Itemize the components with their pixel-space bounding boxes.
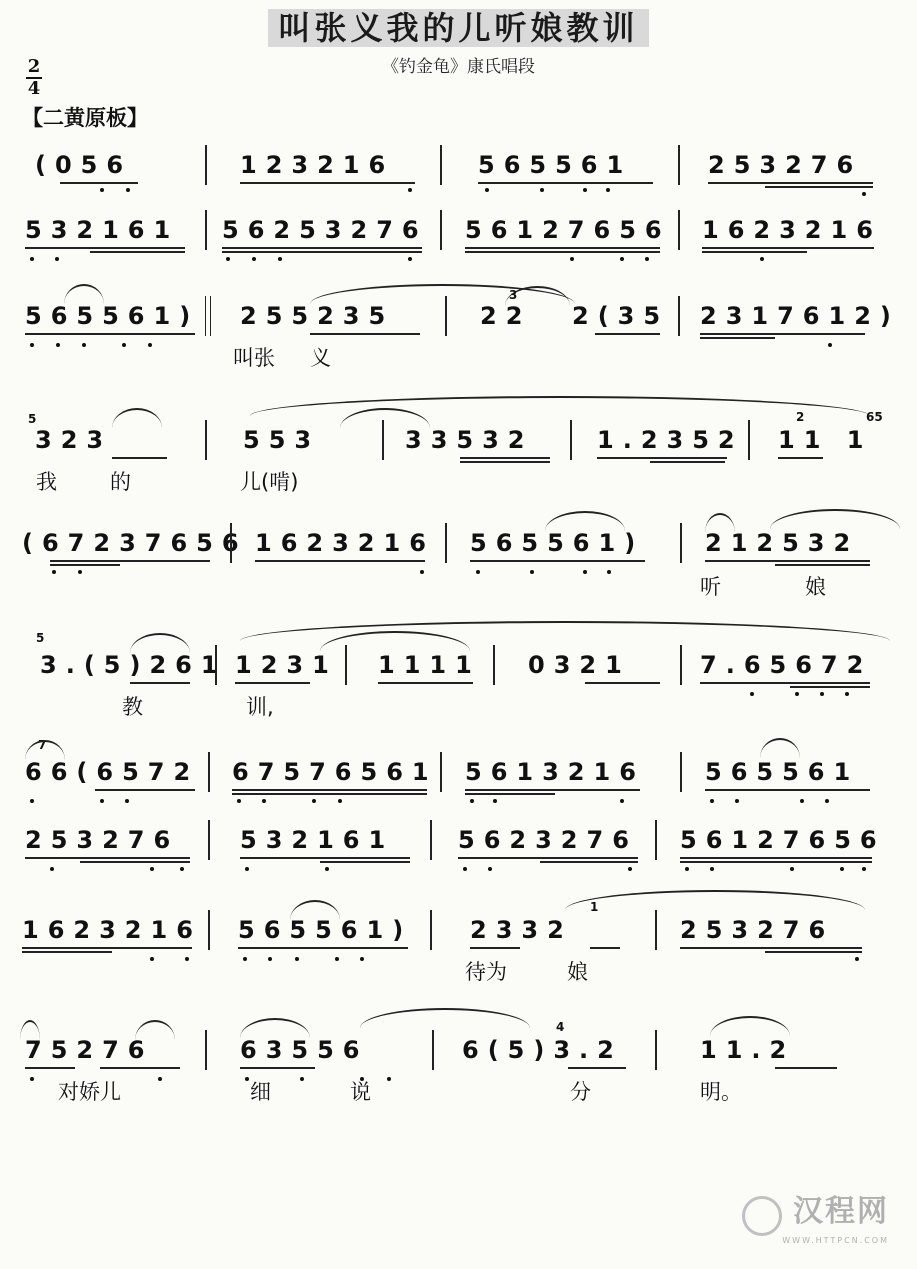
notation-line-8 [0, 820, 917, 880]
measure-8-4: 56127656 [680, 826, 886, 854]
lyric-9-2: 娘 [567, 960, 588, 984]
measure-7-1: 66(6572 [25, 758, 200, 786]
banshi-label: 【二黄原板】 [22, 106, 148, 130]
lyric-9-1: 待为 [465, 960, 507, 984]
measure-3-4: 2317612) [700, 302, 900, 330]
measure-9-1: 1623216 [22, 916, 202, 944]
lyric-4-1: 我 [36, 470, 57, 494]
time-signature: 2 4 [27, 56, 41, 99]
notation-line-2 [0, 210, 917, 270]
measure-2-4: 1623216 [702, 216, 882, 244]
watermark-url: WWW.HTTPCN.COM [782, 1236, 889, 1245]
measure-6-2: 1231 [235, 651, 338, 679]
lyric-10-5: 明。 [700, 1080, 742, 1104]
measure-1-4: 253276 [708, 151, 863, 179]
measure-5-2: 1623216 [255, 529, 435, 557]
score-title: 叫张义我的儿听娘教训 [0, 3, 917, 49]
lyric-10-4: 分 [570, 1080, 591, 1104]
notation-line-1 [0, 145, 917, 205]
lyric-10-3: 说 [350, 1080, 371, 1104]
lyric-3-1: 叫张 [233, 346, 275, 370]
notation-line-9: 1623216 565561) 2332 1 253276 待为 娘 [0, 910, 917, 970]
measure-6-5: 7.65672 [700, 651, 873, 679]
score-subtitle: 《钓金龟》康氏唱段 [382, 57, 535, 77]
lyric-10-2: 细 [250, 1080, 271, 1104]
measure-5-1: (67237656 [22, 529, 248, 557]
lyric-10-1: 对娇儿 [58, 1080, 121, 1104]
measure-10-2: 63556 [240, 1036, 369, 1064]
measure-3-1: 565561) [25, 302, 200, 330]
lyric-5-2: 娘 [805, 575, 826, 599]
measure-3-2: 255235 [240, 302, 395, 330]
notation-line-6: 5 3.(5)261 1231 1111 0321 7.65672 教 训, [0, 645, 917, 705]
watermark-logo-icon [742, 1196, 782, 1236]
measure-10-3: 6(5)3.2 [462, 1036, 623, 1064]
measure-1-2: 123216 [240, 151, 395, 179]
measure-1-3: 565561 [478, 151, 633, 179]
measure-6-1: 3.(5)261 [40, 651, 227, 679]
measure-10-1: 75276 [25, 1036, 154, 1064]
measure-4-2: 553 [243, 426, 321, 454]
notation-line-10: 75276 63556 6(5)3.2 4 11.2 对娇儿 细 说 分 明。 [0, 1030, 917, 1090]
measure-1-1: (056 [35, 151, 133, 179]
measure-5-4: 212532 [705, 529, 860, 557]
lyric-4-3: 儿(啃) [240, 470, 299, 494]
measure-7-3: 5613216 [465, 758, 645, 786]
notation-line-5 [0, 523, 917, 599]
measure-9-3: 2332 [470, 916, 573, 944]
measure-8-1: 253276 [25, 826, 180, 854]
measure-4-1: 323 [35, 426, 113, 454]
measure-8-3: 5623276 [458, 826, 638, 854]
measure-9-4: 253276 [680, 916, 835, 944]
measure-9-2: 565561) [238, 916, 413, 944]
measure-6-3: 1111 [378, 651, 481, 679]
notation-line-7: 7 66(6572 67576561 5613216 565561 [0, 752, 917, 812]
lyric-6-1: 教 [122, 695, 143, 719]
measure-4-4: 1.2352 [597, 426, 744, 454]
lyric-4-2: 的 [110, 470, 131, 494]
measure-3-3: 22 [480, 302, 532, 330]
measure-2-1: 532161 [25, 216, 180, 244]
measure-2-3: 56127656 [465, 216, 671, 244]
measure-6-4: 0321 [528, 651, 631, 679]
notation-line-3: 565561) 255235 22 2(35 2317612) 3 叫张 义 [0, 296, 917, 356]
measure-4-3: 33532 [405, 426, 534, 454]
measure-7-4: 565561 [705, 758, 860, 786]
watermark [742, 1186, 889, 1246]
lyric-5-1: 听 [700, 575, 721, 599]
measure-7-2: 67576561 [232, 758, 438, 786]
lyric-6-2: 训, [246, 695, 274, 719]
lyric-3-2: 义 [310, 346, 331, 370]
measure-8-2: 532161 [240, 826, 395, 854]
measure-3-3b: 2(35 [572, 302, 670, 330]
measure-5-3: 565561) [470, 529, 645, 557]
watermark-text: 汉程网 [793, 1193, 889, 1229]
measure-2-2: 56253276 [222, 216, 428, 244]
measure-4-5: 11 1 [778, 426, 873, 454]
measure-10-4: 11.2 [700, 1036, 796, 1064]
notation-line-4: 5 323 553 33532 1.2352 11 1 2 65 我 的 儿(啃) [0, 420, 917, 480]
